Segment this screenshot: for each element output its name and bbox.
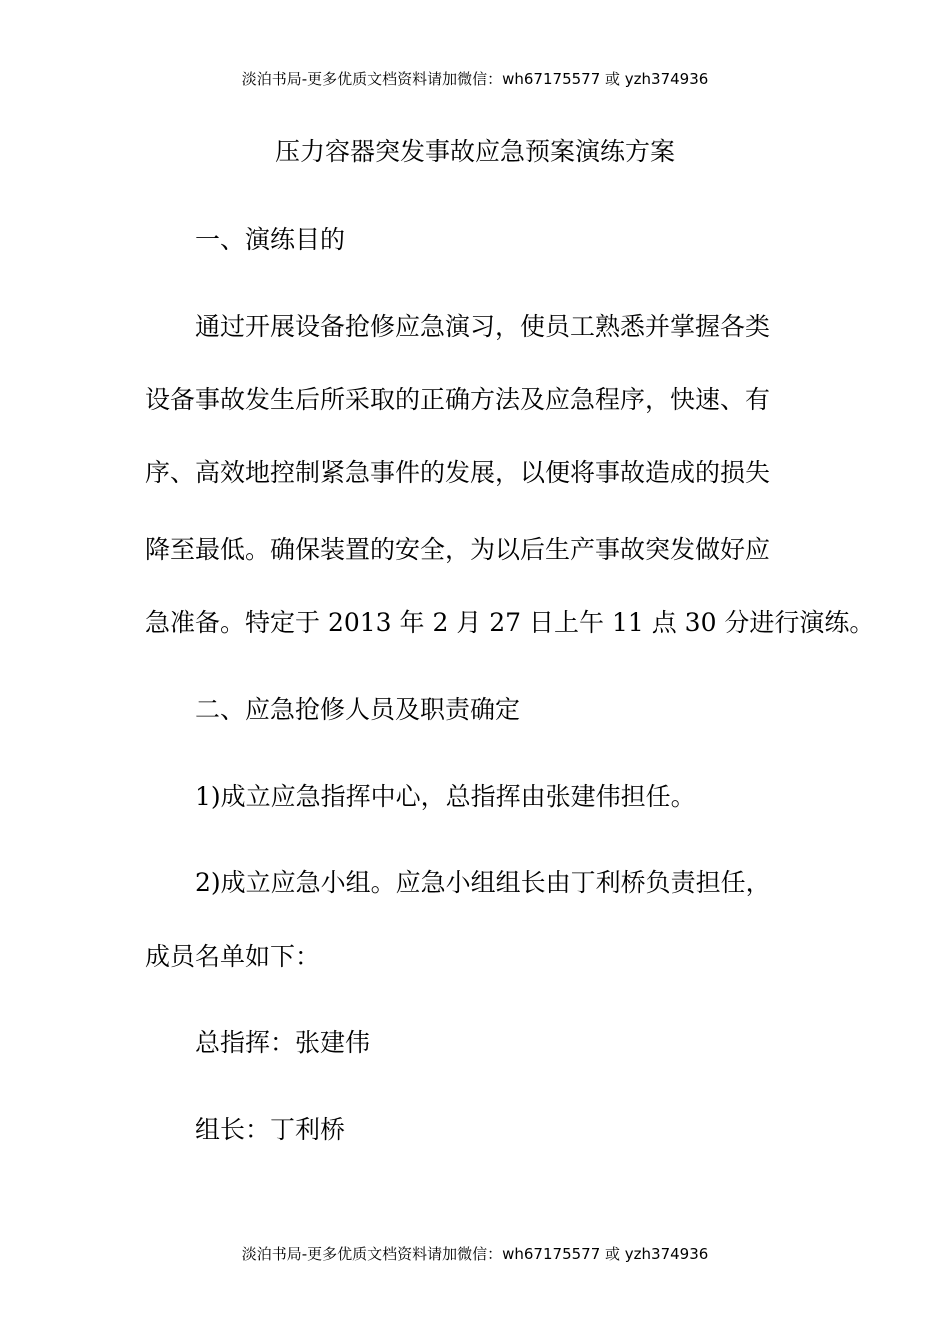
document-title: 压力容器突发事故应急预案演练方案 bbox=[274, 137, 675, 166]
paragraph-line: 设备事故发生后所采取的正确方法及应急程序，快速、有 bbox=[145, 385, 771, 414]
member-line-commander: 总指挥：张建伟 bbox=[195, 1028, 371, 1057]
section-heading-personnel: 二、应急抢修人员及职责确定 bbox=[195, 695, 521, 724]
member-line-leader: 组长：丁利桥 bbox=[195, 1115, 346, 1144]
paragraph-line: 通过开展设备抢修应急演习，使员工熟悉并掌握各类 bbox=[195, 312, 771, 341]
list-item: 1)成立应急指挥中心，总指挥由张建伟担任。 bbox=[195, 782, 696, 811]
page-header: 淡泊书局-更多优质文档资料请加微信：wh67175577 或 yzh374936 bbox=[241, 70, 709, 88]
list-item: 2)成立应急小组。应急小组组长由丁利桥负责担任， bbox=[195, 868, 771, 897]
paragraph-line: 降至最低。确保装置的安全，为以后生产事故突发做好应 bbox=[145, 535, 771, 564]
page-footer: 淡泊书局-更多优质文档资料请加微信：wh67175577 或 yzh374936 bbox=[241, 1245, 709, 1263]
paragraph-line: 急准备。特定于 2013 年 2 月 27 日上午 11 点 30 分进行演练。 bbox=[145, 608, 875, 637]
paragraph-line: 序、高效地控制紧急事件的发展，以便将事故造成的损失 bbox=[145, 458, 771, 487]
paragraph-line: 成员名单如下： bbox=[145, 942, 321, 971]
section-heading-drill-purpose: 一、演练目的 bbox=[195, 225, 346, 254]
